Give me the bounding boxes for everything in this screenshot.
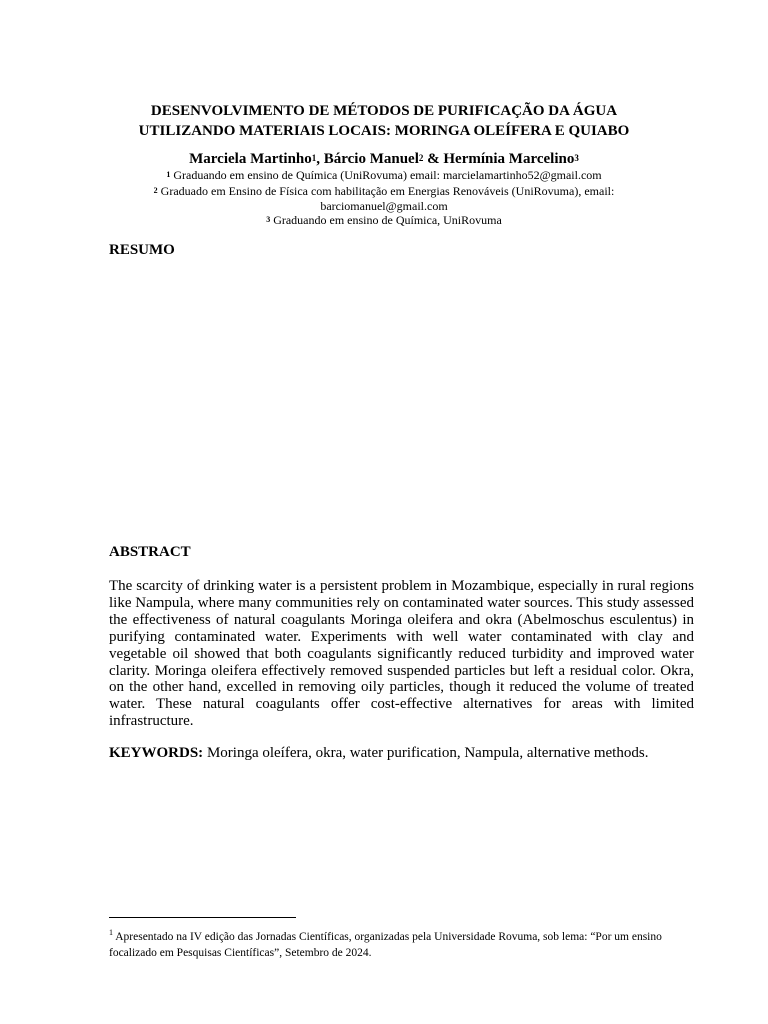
footnote-divider	[109, 917, 296, 918]
affiliation-1	[120, 168, 648, 182]
affiliation-2	[120, 184, 648, 198]
footnote-mark: 1	[109, 928, 113, 937]
author-mark: 2	[418, 153, 424, 163]
abstract-paragraph: The scarcity of drinking water is a persistent problem in Mozambique, especially in rural regions like Nampula, where many communities rely on contaminated water sources. This study assessed the effectiveness of natural coagulants Moringa oleifera and okra (Abelmoschus esculentus) in purifying contaminated water. Experiments with well water contaminated with clay and vegetable oil showed that both coagulants significantly reduced turbidity and improved water clarity. Moringa oleifera effectively removed suspended particles but left a residual color. Okra, on the other hand, excelled in removing oily particles, though it reduced the volume of treated water. These natural coagulants offer cost-effective alternatives for areas with limited infrastructure.	[109, 578, 694, 730]
author-separator: ,	[316, 151, 324, 167]
footnote	[109, 925, 694, 961]
author-name: Bárcio Manuel	[323, 151, 419, 167]
affiliation-2-continuation: barciomanuel@gmail.com	[320, 199, 448, 213]
author-name: Marciela Martinho	[189, 151, 312, 167]
author-list	[0, 150, 768, 168]
paper-title-line-2: UTILIZANDO MATERIAIS LOCAIS: MORINGA OLEÍFERA E QUIABO	[138, 123, 630, 139]
affiliation-text: Graduando em ensino de Química (UniRovuma) email: marcielamartinho52@gmail.com	[170, 168, 602, 182]
keywords-line	[109, 744, 694, 762]
author-name: Hermínia Marcelino	[443, 151, 575, 167]
affiliation-3	[120, 213, 648, 227]
affiliation-text: Graduando em ensino de Química, UniRovuma	[270, 213, 502, 227]
keywords-label: KEYWORDS:	[109, 745, 204, 761]
footnote-text: Apresentado na IV edição das Jornadas Científicas, organizadas pela Universidade Rovuma, sob lema: “Por um ensino focalizado em Pesquisas Científicas”, Setembro de 2024.	[109, 930, 662, 959]
abstract-heading: ABSTRACT	[109, 544, 191, 560]
paper-title-line-1: DESENVOLVIMENTO DE MÉTODOS DE PURIFICAÇÃO DA ÁGUA	[150, 103, 618, 119]
affiliation-mark: 1	[166, 170, 171, 179]
author-separator: &	[423, 151, 444, 167]
resumo-heading: RESUMO	[109, 242, 175, 258]
affiliation-mark: 3	[266, 215, 271, 224]
affiliation-text: Graduado em Ensino de Física com habilitação em Energias Renováveis (UniRovuma), email:	[157, 184, 615, 198]
author-mark: 1	[311, 153, 317, 163]
keywords-text: Moringa oleífera, okra, water purification, Nampula, alternative methods.	[203, 745, 649, 761]
affiliation-mark: 2	[153, 186, 158, 195]
author-mark: 3	[574, 153, 579, 163]
